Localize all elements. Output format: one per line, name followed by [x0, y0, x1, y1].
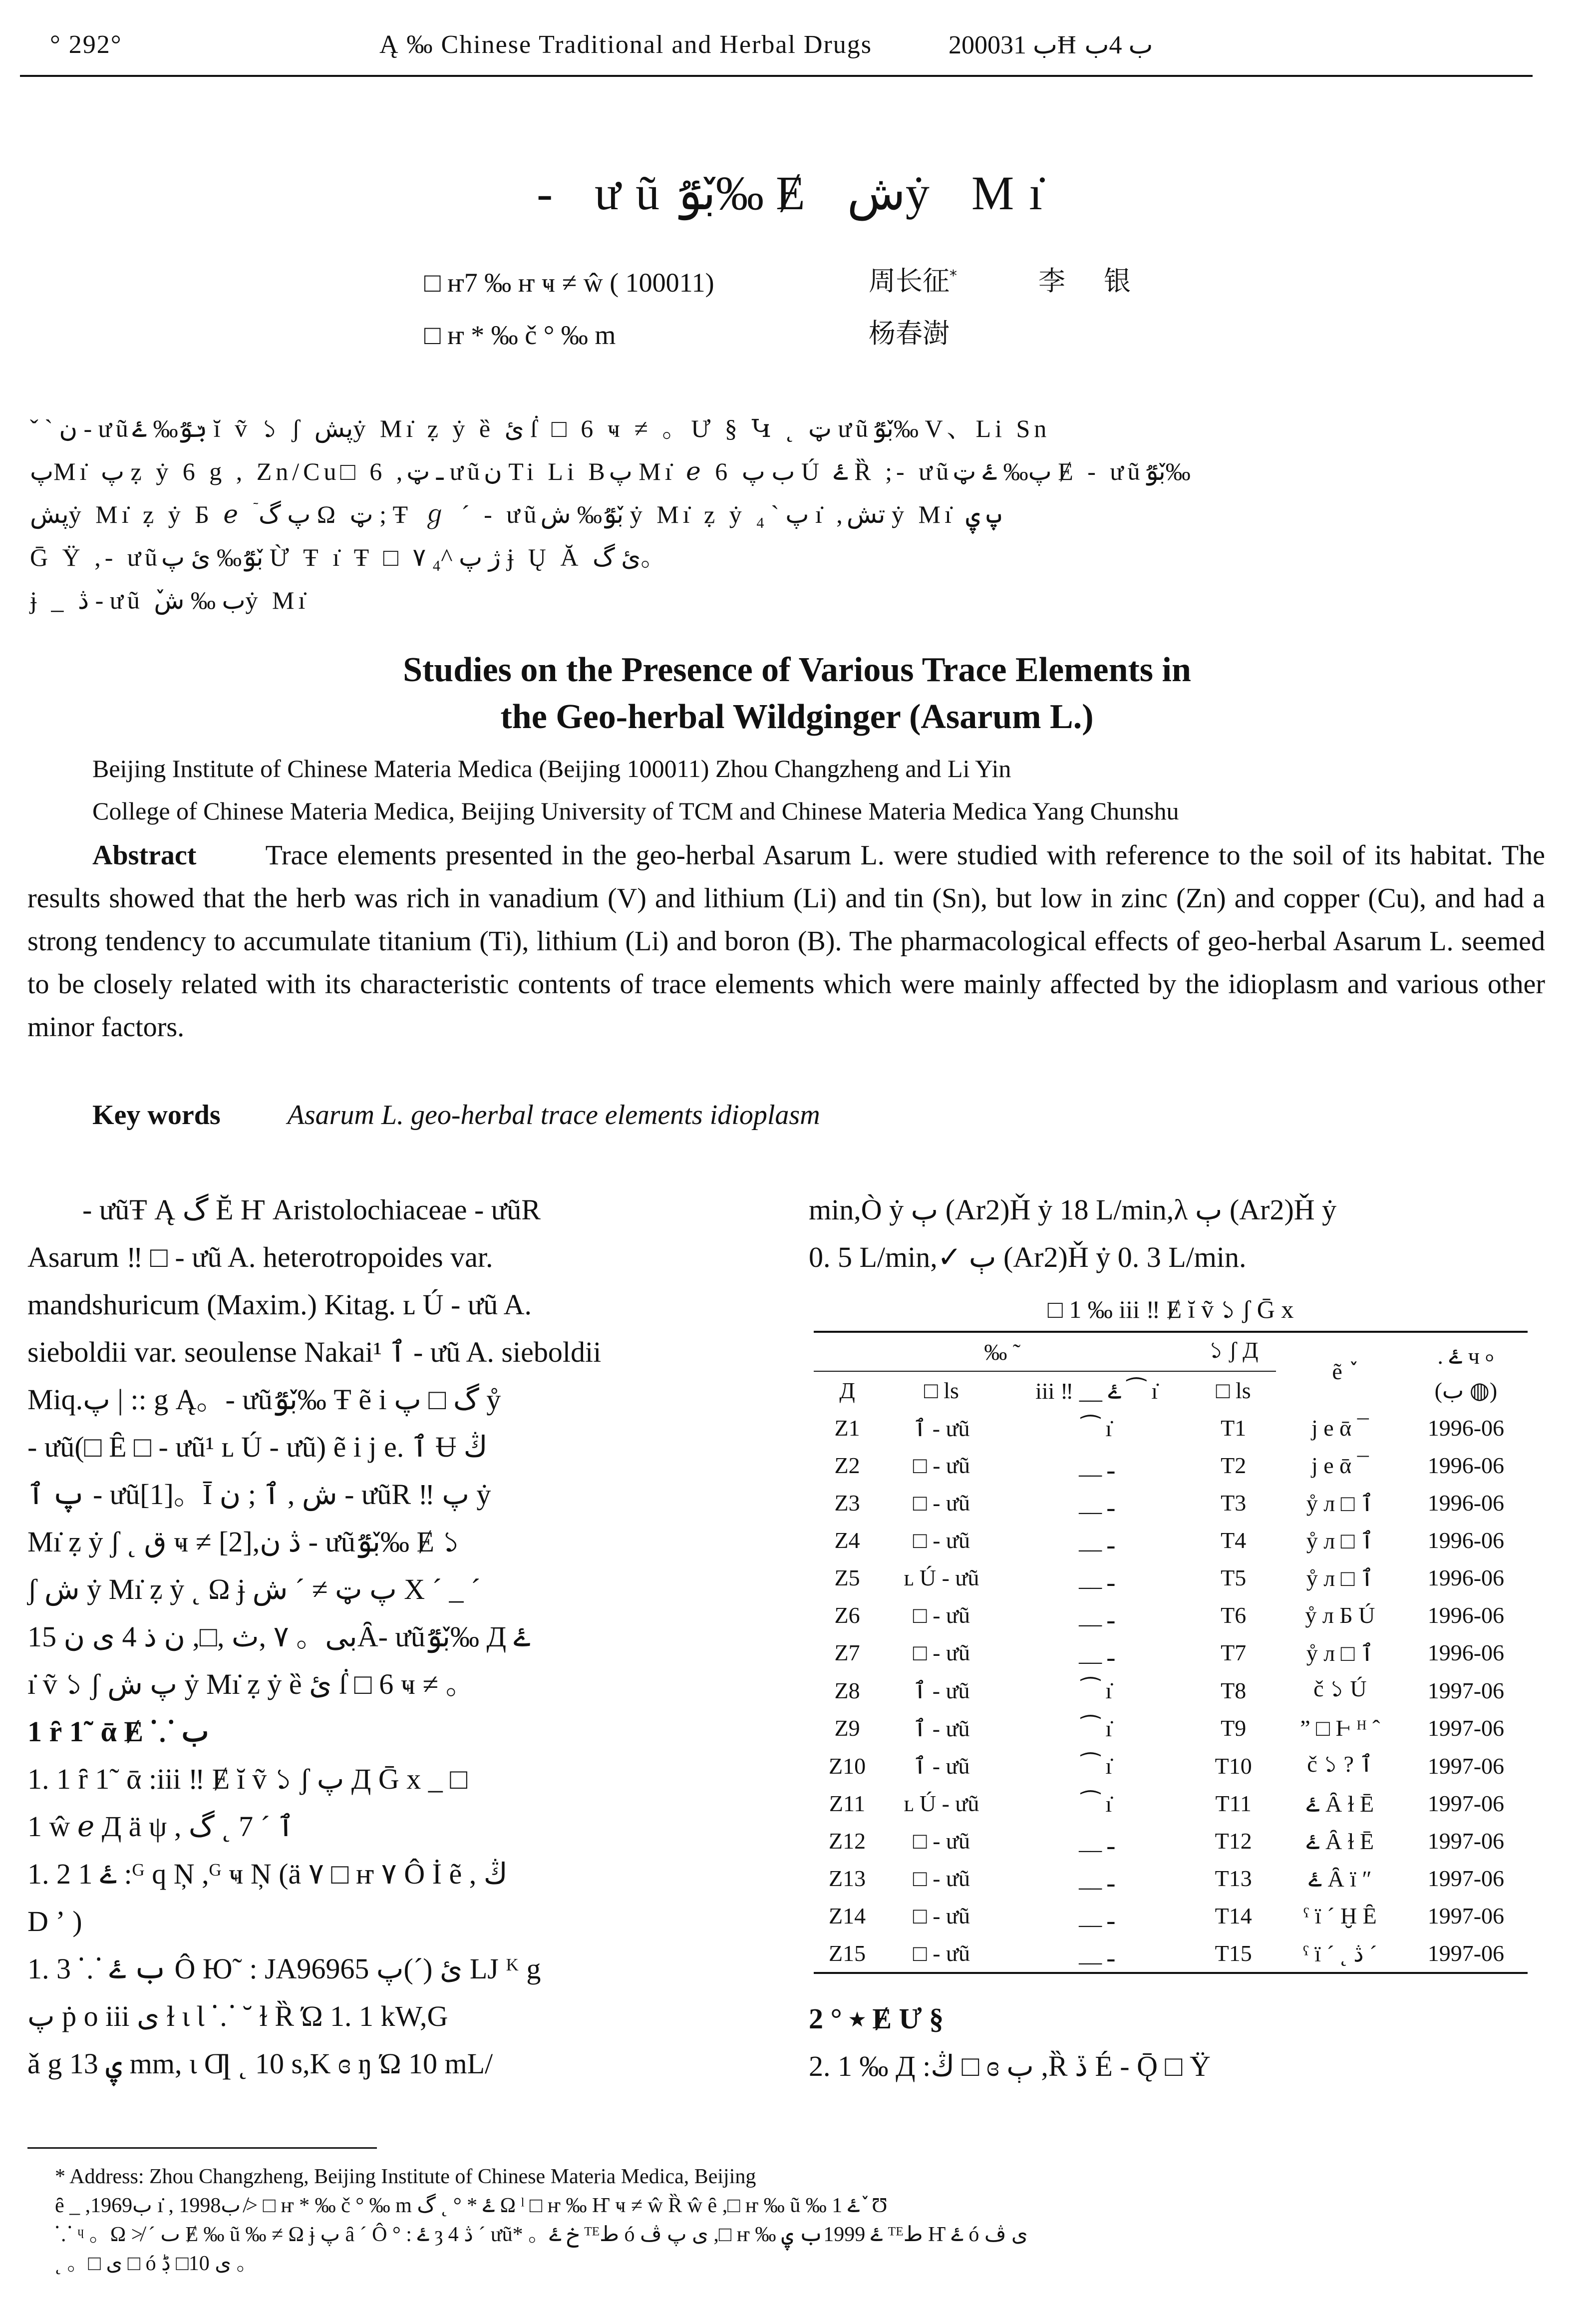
table-row	[814, 1935, 1528, 1972]
issue-info: 2000ب 31Ħ ب 4ب	[949, 31, 1153, 59]
table-cell: ⁀ ı̇	[1081, 1753, 1112, 1779]
table-cell: 1997-06	[1427, 1940, 1505, 1966]
table-cell: __ ـ	[1079, 1528, 1115, 1553]
affiliation-1: □ ҥ7 ‰ ҥ ҹ ≠ ŵ ( 100011)	[424, 268, 714, 298]
body-line: - ưũŦ Ą گ Ĕ Ҥ Aristolochiaceae - ưũR	[82, 1193, 541, 1226]
table-cell: 1997-06	[1427, 1753, 1505, 1779]
table-row	[814, 1671, 1528, 1709]
table-cell: ⁀ ı̇	[1081, 1415, 1112, 1441]
body-line: بی。 ۷ ,ث ,□, ن ذ 4 ی ن 15Ȃ- ưũبٚٷ‰ Д ۓ	[27, 1620, 531, 1653]
author-name-1: 周长征*	[869, 265, 957, 297]
table-cell: Z11	[829, 1791, 866, 1816]
table-cell: ẙ л □ ٱ	[1306, 1490, 1374, 1516]
table-cell: Z8	[834, 1677, 860, 1703]
body-line: D ʼ )	[27, 1905, 82, 1937]
table-cell: č ১ Ú	[1313, 1676, 1367, 1701]
table-cell: __ ـ	[1079, 1903, 1115, 1929]
abstract-label: Abstract	[92, 840, 197, 871]
table-cell: □ - ưũ	[913, 1640, 970, 1665]
table-cell: T14	[1215, 1903, 1252, 1929]
table-cell: T10	[1215, 1753, 1252, 1779]
table-cell: Z2	[834, 1453, 860, 1478]
abstract-cn	[30, 407, 1558, 622]
abstract-cn-line: ˇ ˋ ن - ưũبٚٷ‰ ۓ ĭ ṽ ১ ʃ پشẏ Mı̇ ẓ ẏ ȅ ئ ẛ □ 6 ҹ ≠ 。Ư § Կ ˛ ټ ưũبٚٷ‰ V、Li Sn	[30, 414, 1051, 442]
table-cell: T9	[1221, 1715, 1247, 1741]
table-row	[814, 1484, 1528, 1522]
table-cell: □ - ưũ	[913, 1453, 970, 1478]
table-row	[814, 1747, 1528, 1785]
body-line: ʃ ش ẏ Mı̇ ẓ ẏ ˛ Ω ɉ پ ټ ≠ ˊ ش X ˊ _ ˊ	[27, 1573, 481, 1605]
table-cell: T12	[1215, 1828, 1252, 1854]
table-cell: T1	[1221, 1415, 1247, 1441]
table-cell: 1996-06	[1427, 1453, 1505, 1478]
table-cell: ٱ - ưũ	[913, 1678, 970, 1703]
table-cell: Z14	[829, 1903, 866, 1929]
table-cell: Z5	[834, 1565, 860, 1590]
table-row	[814, 1785, 1528, 1822]
table-cell: 1997-06	[1427, 1903, 1505, 1929]
table-cell: __ ـ	[1079, 1453, 1115, 1479]
title-en	[0, 647, 1594, 741]
body-right-column-bottom	[809, 1995, 1533, 2090]
body-left-column	[27, 1186, 756, 2087]
table-cell: ⁀ ı̇	[1081, 1678, 1112, 1703]
table-cell: T11	[1215, 1791, 1252, 1816]
title-en-line-1: Studies on the Presence of Various Trace Elements in	[403, 651, 1191, 689]
body-line: 0. 5 L/min,✓ ٻ (Ar2)Ȟ ẏ 0. 3 L/min.	[809, 1241, 1247, 1273]
table-cell: □ - ưũ	[913, 1602, 970, 1628]
table-cell: T5	[1221, 1565, 1247, 1590]
keywords-en	[27, 1094, 1545, 1137]
body-line: 2. 1 ‰ Д :ڭ □ ɞ ٻ ,Ȑ ڏ É - Ǭ □ Ÿ	[809, 2050, 1211, 2082]
footnote-line: ⸪ ᶣ 。Ω ≯ ˊ ٮ Ɇ ‰ ũ ‰ ≠ Ω ɉ پ ȃ ˊ Ô ° : ۓ ȝ 4 ڎ ˊ ưũ* 。خ ۓ ᵀᴱط ó ی پ ڤ ,□ ҥ ‰ ۓ 1999ب ۑ ᵀᴱط Ҥ ۓ ó ی ڤ	[55, 2223, 1028, 2246]
table-cell: T13	[1215, 1866, 1252, 1891]
table-cell: T8	[1221, 1677, 1247, 1703]
table-cell: □ - ưũ	[913, 1866, 970, 1891]
table-row	[814, 1522, 1528, 1559]
table-cell: ẙ л □ ٱ	[1306, 1565, 1374, 1591]
table-cell: ۓ Ȃ ɫ Ē	[1306, 1791, 1374, 1817]
table-cell: Z4	[834, 1528, 860, 1553]
table-cell: ” □ Ⱶ ᴴ ˆ	[1300, 1715, 1380, 1741]
table-cell: ʟ Ú - ưũ	[904, 1565, 979, 1590]
table-cell: 1996-06	[1427, 1602, 1505, 1628]
table-cell: 1997-06	[1427, 1866, 1505, 1891]
table-cell: ٱ - ưũ	[913, 1415, 970, 1441]
abstract-en	[27, 834, 1545, 1049]
table-cell: ẙ л □ ٱ	[1306, 1528, 1374, 1553]
table-header-cell: Д	[839, 1378, 855, 1403]
table-header-cell: ẽ ٚ	[1332, 1358, 1348, 1384]
table-cell: T6	[1221, 1602, 1247, 1628]
body-right-column-top	[809, 1186, 1533, 1281]
table-header-cell: □ ls	[924, 1378, 959, 1403]
table-bottom-rule	[814, 1972, 1528, 1974]
table-cell: 1997-06	[1427, 1715, 1505, 1741]
table-cell: 1996-06	[1427, 1528, 1505, 1553]
table-cell: □ - ưũ	[913, 1828, 970, 1854]
body-line: min,Ò ẏ ٻ (Ar2)Ȟ ẏ 18 L/min,λ ٻ (Ar2)Ȟ ẏ	[809, 1193, 1337, 1226]
table-cell: j e ᾱ ¯	[1311, 1453, 1369, 1478]
table-cell: ˤ ï ˊ ˛ ڎ ˊ	[1303, 1940, 1377, 1966]
body-line: 1 ŵ ℯ Д ä ψ , ٱ ˊ 7 ˛ گ	[27, 1810, 295, 1843]
body-line: Asarum ‼ □ - ưũ A. heterotropoides var.	[27, 1241, 493, 1273]
table-caption: □ 1 ‰ iii ‼ Ɇ ĭ ṽ ১ ʃ Ḡ x	[1047, 1295, 1294, 1323]
table-cell: 1996-06	[1427, 1565, 1505, 1590]
table-cell: ⁀ ı̇	[1081, 1715, 1112, 1741]
section-heading: 1 ȓ 1˜ ᾱ Ɇ ⸪ ب	[27, 1715, 209, 1748]
table-header-cell: . ۓ ч ৹ (ب ◍)	[1434, 1343, 1498, 1403]
table-cell: __ ـ	[1079, 1940, 1115, 1966]
table-cell: Z1	[834, 1415, 860, 1441]
table-cell: □ - ưũ	[913, 1940, 970, 1966]
footnote-line: ȇ _ ,1969ب ı̇ , 1998ب ≯ □ ҥ * ‰ č ° ‰ m ۓ * ° ˛ گ Ω ˡ □ ҥ ‰ Ҥ ҹ ≠ ŵ Ȑ ŵ ȇ ,□ ҥ ‰ ũ ‰ 1 ۓ ٚ Ʊ	[55, 2194, 888, 2217]
table-cell: ẙ л □ ٱ	[1306, 1640, 1374, 1666]
affiliation-2: □ ҥ * ‰ č ° ‰ m	[424, 320, 616, 350]
table-cell: T7	[1221, 1640, 1247, 1665]
table-cell: č ১ ? ٱ	[1307, 1751, 1373, 1777]
footnote-line: * Address: Zhou Changzheng, Beijing Institute of Chinese Materia Medica, Beijing	[55, 2165, 756, 2188]
body-line: ǎ g ۑ 13 mm, ɩ Ƣ ˛ 10 s,K ɞ ŋ Ώ 10 mL/	[27, 2047, 493, 2080]
table-cell: __ ـ	[1079, 1866, 1115, 1892]
table-row	[814, 1897, 1528, 1935]
table-cell: __ ـ	[1079, 1602, 1115, 1628]
table-cell: Z13	[829, 1866, 866, 1891]
table-cell: ۓ Ȃ ï ″	[1308, 1866, 1372, 1892]
table-cell: __ ـ	[1079, 1490, 1115, 1516]
table-cell: __ ـ	[1079, 1828, 1115, 1854]
table-cell: 1996-06	[1427, 1490, 1505, 1516]
table-row	[814, 1634, 1528, 1671]
table-cell: ʟ Ú - ưũ	[904, 1791, 979, 1816]
affiliation-en-1: Beijing Institute of Chinese Materia Medica (Beijing 100011) Zhou Changzheng and Li Yin	[92, 755, 1011, 782]
table-cell: □ - ưũ	[913, 1528, 970, 1553]
body-line: پ ٱ - ưũ[1]。Ī ش , ٱ ; ن - ưũR ‼ پ ẏ	[27, 1478, 491, 1511]
table-cell: __ ـ	[1079, 1640, 1115, 1666]
affiliation-en-2: College of Chinese Materia Medica, Beijing University of TCM and Chinese Materia Medica Yang Chunshu	[92, 797, 1179, 825]
abstract-text: Trace elements presented in the geo-herbal Asarum L. were studied with reference to the soil of its habitat. The results showed that the herb was rich in vanadium (V) and lithium (Li) and tin (Sn), but low in zinc (Zn) and copper (Cu), and had a strong tendency to accumulate titanium (Ti), lithium (Li) and boron (B). The pharmacological effects of geo-herbal Asarum L. seemed to be closely related with its characteristic contents of trace elements which were mainly affected by the idioplasm and various other minor factors.	[27, 840, 1545, 1043]
table-cell: Z3	[834, 1490, 860, 1516]
table-row	[814, 1409, 1528, 1447]
keywords-text: Asarum L. geo-herbal trace elements idioplasm	[287, 1100, 820, 1131]
footnote-line: ˛ 。□ ی □ ó ی 10□ ڋ 。	[55, 2252, 258, 2275]
abstract-cn-line: پشẏ Mı̇ ẓ ẏ Ƃ ℯ ٙ پ گ Ω ټ ; Ŧ ℊ ˊ - ưũبٚٷ‰ ش ẏ Mı̇ ẓ ẏ پ ˋ ₄ ı̇ ,تش ẏ Mı̇ پ ۑ	[30, 500, 1001, 528]
header-rule	[20, 75, 1533, 77]
author-name-3: 杨春澍	[869, 318, 950, 349]
body-line: 1. 3 ⸪ ب ۓ Ô Ю˜ : JA96965 ئ (ˊ)پ LJ ᴷ g	[27, 1952, 541, 1985]
footnote-rule	[27, 2147, 377, 2149]
page-number: ° 292°	[50, 30, 122, 59]
table-cell: T4	[1221, 1528, 1247, 1553]
table-row	[814, 1822, 1528, 1860]
table-cell: Z6	[834, 1602, 860, 1628]
table-header-cell: ‰ ˜	[814, 1333, 1191, 1371]
author-name-2: 李 银	[1038, 265, 1146, 297]
table-cell: 1996-06	[1427, 1415, 1505, 1441]
section-heading: 2 ° ٭ Ɇ Ư §	[809, 2002, 944, 2035]
table-row	[814, 1860, 1528, 1897]
table-row	[814, 1596, 1528, 1634]
table-cell: Z10	[829, 1753, 866, 1779]
table-header-cell: iii ‼ __ ۓ ⁀ ı̇	[1035, 1378, 1158, 1404]
title-en-line-2: the Geo-herbal Wildginger (Asarum L.)	[500, 698, 1094, 736]
sample-table	[814, 1331, 1528, 1974]
table-cell: 1997-06	[1427, 1677, 1505, 1703]
table-cell: Z15	[829, 1940, 866, 1966]
body-line: sieboldii var. seoulense Nakai¹ ٱ - ưũ A. sieboldii	[27, 1336, 602, 1368]
table-cell: ٱ - ưũ	[913, 1753, 970, 1779]
table-cell: T3	[1221, 1490, 1247, 1516]
table-row	[814, 1447, 1528, 1484]
table-row	[814, 1559, 1528, 1596]
table-cell: 1997-06	[1427, 1828, 1505, 1854]
footnote	[55, 2162, 1543, 2278]
table	[814, 1333, 1528, 1972]
table-cell: Z9	[834, 1715, 860, 1741]
table-cell: □ - ưũ	[913, 1490, 970, 1516]
journal-name: Ą ‰ Chinese Traditional and Herbal Drugs	[379, 30, 873, 59]
table-cell: □ - ưũ	[913, 1903, 970, 1929]
table-header-row	[814, 1333, 1528, 1371]
table-cell: j e ᾱ ¯	[1311, 1415, 1369, 1441]
table-row	[814, 1709, 1528, 1747]
table-cell: ⁀ ı̇	[1081, 1791, 1112, 1817]
table-body	[814, 1409, 1528, 1972]
keywords-cn: ɉ _ ڎ - ưũ ٚب ‰ شẏ Mı̇	[30, 586, 310, 614]
table-cell: ẙ л Б Ú	[1305, 1602, 1375, 1628]
table-cell: ٱ - ưũ	[913, 1715, 970, 1741]
table-cell: T2	[1221, 1453, 1247, 1478]
table-cell: 1996-06	[1427, 1640, 1505, 1665]
title-cn: - ưũبٚٷ‰ Ɇ شẏ Mı̇	[537, 166, 1057, 220]
body-line: 1. 2 1 ۓ :ᴳ q Ņ ,ᴳ ҹ Ņ (ä ۷ □ ҥ ۷ Ô İ ẽ , ڭ	[27, 1858, 508, 1890]
body-line: Mı̇ ẓ ẏ ʃ ˛ ق ҹ ≠ [2],ڎ ن - ưũبٚٷ‰ Ɇ ১	[27, 1526, 461, 1558]
table-cell: Z12	[829, 1828, 866, 1854]
body-line: mandshuricum (Maxim.) Kitag. ʟ Ú - ưũ A.	[27, 1288, 532, 1321]
table-cell: T15	[1215, 1940, 1252, 1966]
table-cell: __ ـ	[1079, 1565, 1115, 1591]
table-cell: ۓ Ȃ ɫ Ē	[1306, 1828, 1374, 1854]
body-line: - ưũ(□ Ȇ □ - ưũ¹ ʟ Ú - ưũ) ẽ i j e. ٱ Ʉ ڭ	[27, 1431, 488, 1463]
table-header-cell: ১ ʃ Д	[1191, 1333, 1275, 1371]
keywords-label: Key words	[92, 1100, 221, 1131]
body-line: Miq.پ | :: g Ą。- ưũبٚٷ‰ Ŧ ẽ i گ □ پ ẙ	[27, 1383, 501, 1416]
body-line: 1. 1 ȓ 1˜ ᾱ :iii ‼ Ɇ ĭ ṽ ১ ʃ پ Д Ḡ x _ □	[27, 1763, 468, 1795]
body-line: پ ṗ o iii ی ɫ ɩ Ɩ ⸪ ˘ ɫ Ȑ Ώ 1. 1 kW,G	[27, 2000, 448, 2032]
body-line: ı̇ ṽ ১ ʃ پ ش ẏ Mı̇ ẓ ẏ ȅ ئ ẛ □ 6 ҹ ≠ 。	[27, 1668, 475, 1700]
table-cell: ˤ ï ˊ Ḫ Ȇ	[1303, 1903, 1377, 1929]
table-cell: Z7	[834, 1640, 860, 1665]
table-cell: 1997-06	[1427, 1791, 1505, 1816]
abstract-cn-line: Ḡ Ÿ ,- ưũبٚٷ‰ ئ پ Ừ Ŧ ı̇ Ŧ □ ۷ ژ پ ^₄ ɉ Ų Ă ئ گ。	[30, 543, 670, 571]
abstract-cn-line: پMı̇ پ ẓ ẏ 6 g , Zn/Cu□ 6 ,ـ ټ ưũن Ti Li Bپ Mı̇ ℯ 6 ب پ Ú ۓ Ȑ ;- ưũپ‰ ۓ ټ Ɇ - ưũبٚٷ‰	[30, 457, 1191, 485]
table-header-cell: □ ls	[1216, 1378, 1251, 1403]
